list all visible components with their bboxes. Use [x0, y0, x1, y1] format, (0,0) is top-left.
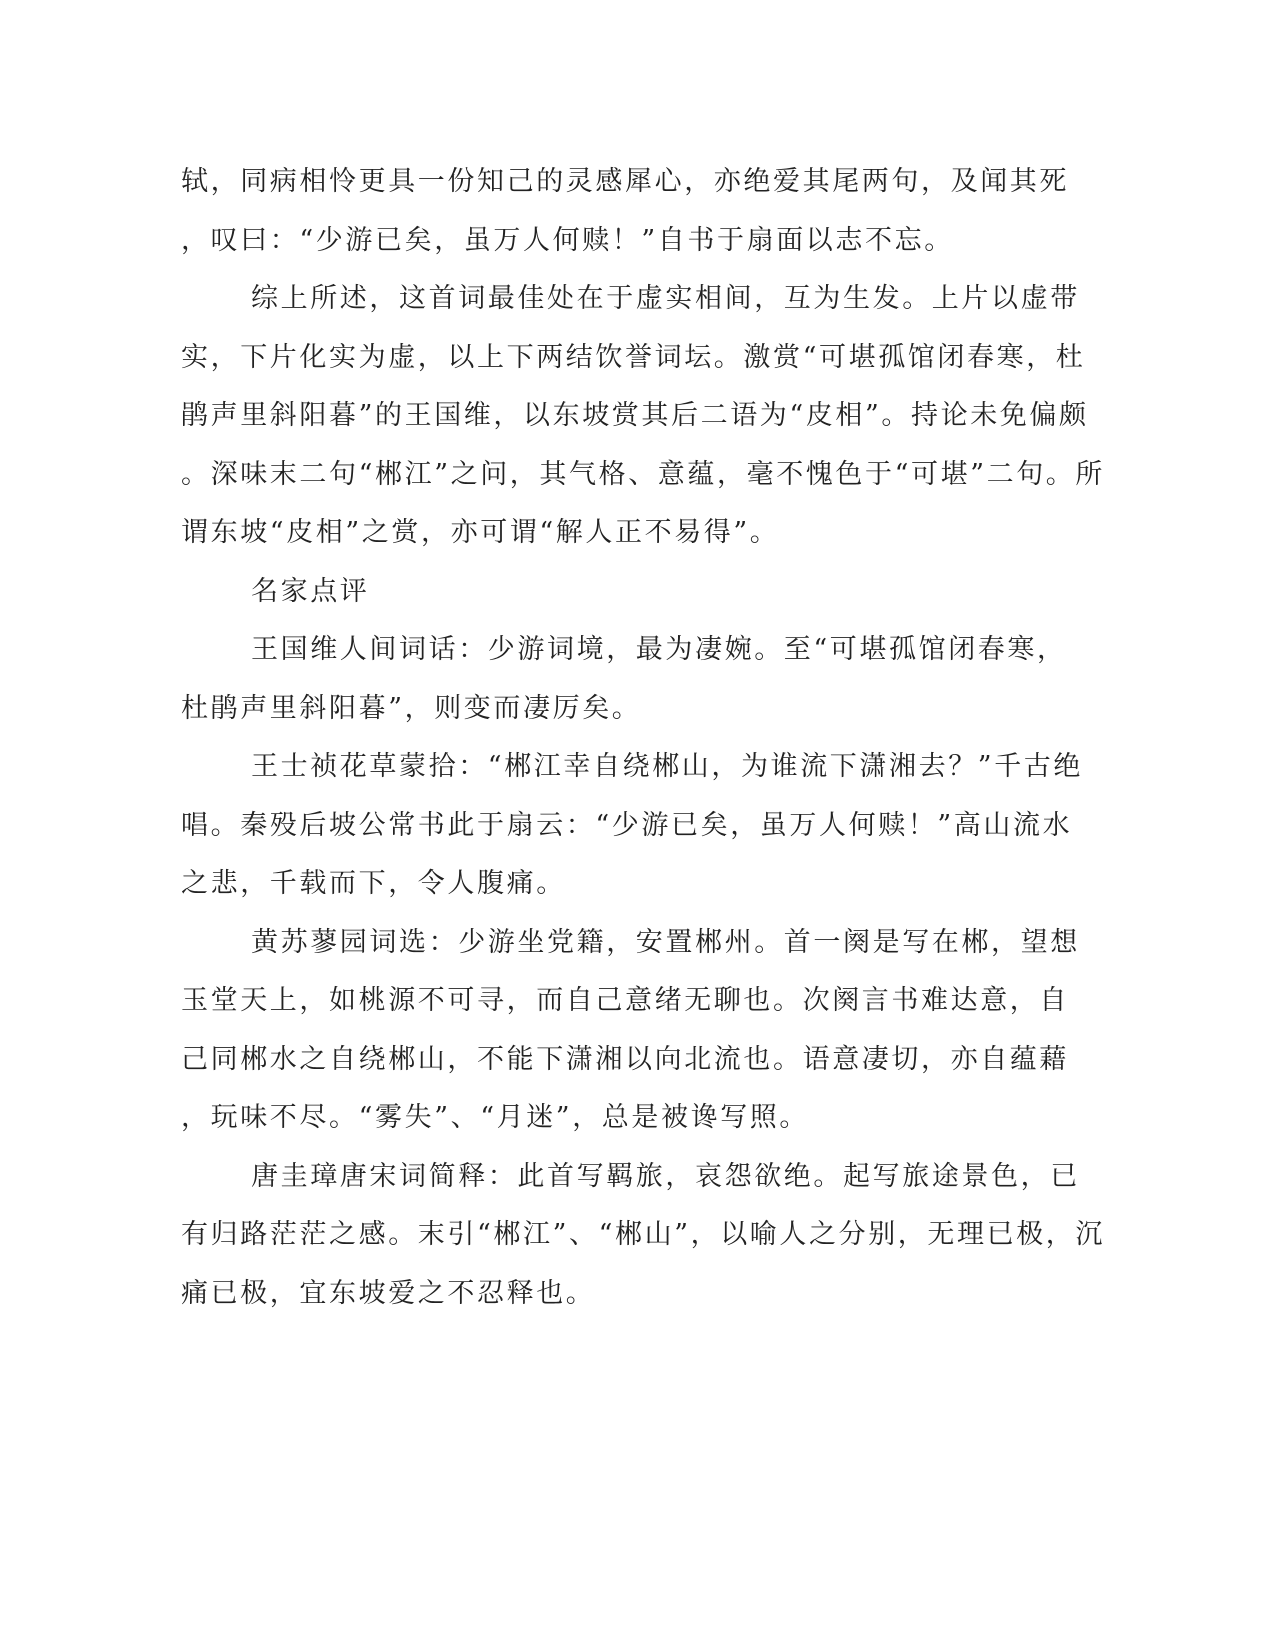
- text-line: 玉堂天上，如桃源不可寻，而自己意绪无聊也。次阕言书难达意，自: [181, 985, 1069, 1016]
- text-line: 有归路茫茫之感。末引“郴江”、“郴山”，以喻人之分别，无理已极，沉: [181, 1219, 1106, 1250]
- text-line: 鹃声里斜阳暮”的王国维，以东坡赏其后二语为“皮相”。持论未免偏颇: [181, 400, 1089, 431]
- text-line: 痛已极，宜东坡爱之不忍释也。: [181, 1278, 596, 1309]
- text-line: ，玩味不尽。“雾失”、“月迷”，总是被谗写照。: [181, 1102, 810, 1133]
- paragraph-wang-guowei: 王国维人间词话：少游词境，最为凄婉。至“可堪孤馆闭春寒，: [251, 634, 1067, 665]
- text-line: 。深味末二句“郴江”之问，其气格、意蕴，毫不愧色于“可堪”二句。所: [181, 459, 1106, 490]
- paragraph-huang-su: 黄苏蓼园词选：少游坐党籍，安置郴州。首一阕是写在郴，望想: [251, 927, 1080, 958]
- paragraph-summary: 综上所述，这首词最佳处在于虚实相间，互为生发。上片以虚带: [251, 283, 1080, 314]
- text-line: ，叹曰：“少游已矣，虽万人何赎！”自书于扇面以志不忘。: [181, 225, 954, 256]
- text-line: 唱。秦殁后坡公常书此于扇云：“少游已矣，虽万人何赎！”高山流水: [181, 810, 1073, 841]
- text-line: 实，下片化实为虚，以上下两结饮誉词坛。激赏“可堪孤馆闭春寒，杜: [181, 342, 1086, 373]
- text-line: 之悲，千载而下，令人腹痛。: [181, 868, 566, 899]
- section-heading: 名家点评: [251, 576, 370, 607]
- text-line: 己同郴水之自绕郴山，不能下潇湘以向北流也。语意凄切，亦自蕴藉: [181, 1044, 1069, 1075]
- text-line: 轼，同病相怜更具一份知己的灵感犀心，亦绝爱其尾两句，及闻其死: [181, 166, 1069, 197]
- text-line: 杜鹃声里斜阳暮”，则变而凄厉矣。: [181, 693, 642, 724]
- paragraph-wang-shizhen: 王士祯花草蒙拾：“郴江幸自绕郴山，为谁流下潇湘去？”千古绝: [251, 751, 1084, 782]
- paragraph-tang-guizhang: 唐圭璋唐宋词简释：此首写羁旅，哀怨欲绝。起写旅途景色，已: [251, 1161, 1080, 1192]
- text-line: 谓东坡“皮相”之赏，亦可谓“解人正不易得”。: [181, 517, 780, 548]
